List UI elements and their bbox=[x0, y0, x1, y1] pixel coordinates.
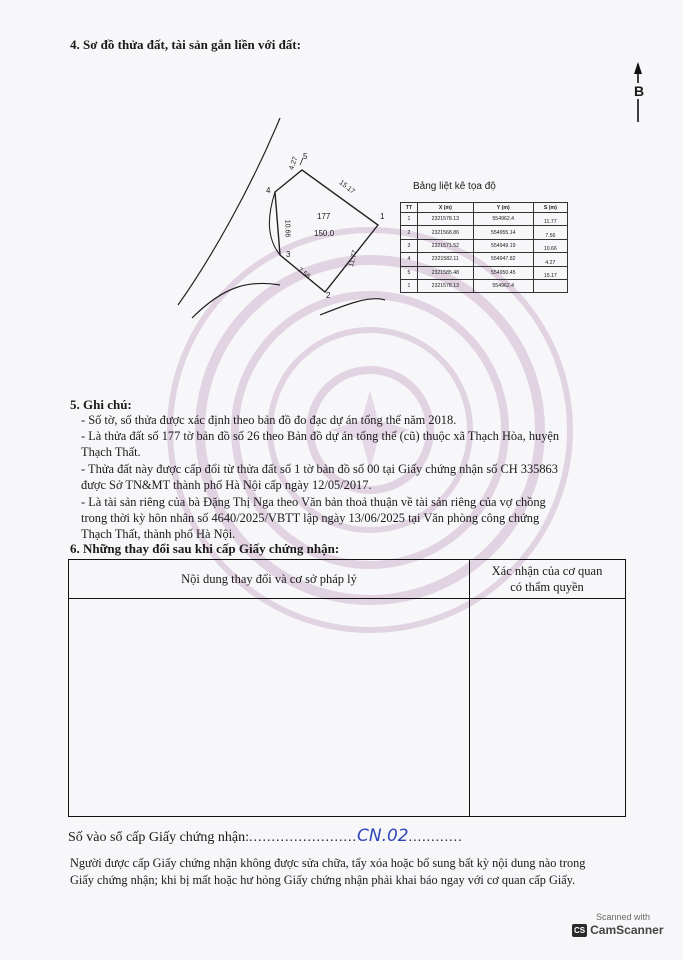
registry-line bbox=[68, 826, 463, 846]
note-line: được Sở TN&MT thành phố Hà Nội cấp ngày 12/05/2017. bbox=[81, 478, 372, 492]
distance-cell: 15.17 bbox=[533, 266, 567, 279]
coord-header: Y (m) bbox=[473, 203, 533, 213]
north-label: B bbox=[634, 83, 645, 99]
distance-cell: 7.56 bbox=[533, 226, 567, 239]
table-row bbox=[401, 239, 568, 252]
changes-col-header: Nội dung thay đổi và cơ sở pháp lý bbox=[181, 572, 357, 586]
edge-length: 15.17 bbox=[337, 179, 356, 196]
table-row bbox=[401, 213, 568, 226]
vertex-label: 1 bbox=[380, 212, 385, 221]
coord-table-title: Bảng liệt kê tọa độ bbox=[413, 181, 496, 192]
parcel-area: 150.0 bbox=[314, 229, 335, 238]
coord-header: TT bbox=[401, 203, 418, 213]
coord-cell: 2321571.52 bbox=[417, 239, 473, 252]
coord-cell: 4 bbox=[401, 253, 418, 266]
edge-length: 4.27 bbox=[288, 155, 300, 172]
edge-length: 7.56 bbox=[296, 266, 312, 281]
table-row bbox=[401, 253, 568, 266]
coord-cell: 3 bbox=[401, 239, 418, 252]
note-line: - Là thửa đất số 177 tờ bản đồ số 26 theo Bản đồ dự án tổng thể (cũ) thuộc xã Thạch Hòa, huyện bbox=[81, 429, 560, 443]
coord-cell: 554949.19 bbox=[473, 239, 533, 252]
section5-title: 5. Ghi chú: bbox=[70, 397, 132, 412]
coord-cell: 554947.82 bbox=[473, 253, 533, 266]
notes-block bbox=[81, 412, 641, 542]
camscanner-logo-icon: CS bbox=[574, 925, 586, 935]
coord-cell: 1 bbox=[401, 213, 418, 226]
registry-dots: ........................ bbox=[249, 830, 357, 845]
footer-note bbox=[70, 855, 650, 889]
table-row bbox=[401, 279, 568, 292]
distance-cell bbox=[533, 279, 567, 292]
approval-header-line: có thẩm quyền bbox=[510, 580, 584, 594]
coord-cell: 2321582.11 bbox=[417, 253, 473, 266]
coord-cell: 2321585.48 bbox=[417, 266, 473, 279]
coord-header: S (m) bbox=[533, 203, 567, 213]
approval-col-header bbox=[469, 563, 625, 595]
vertex-label: 3 bbox=[286, 250, 291, 259]
footer-line: Người được cấp Giấy chứng nhận không được sửa chữa, tẩy xóa hoặc bổ sung bất kỳ nội dung nào trong bbox=[70, 856, 586, 870]
camscanner-watermark bbox=[572, 912, 664, 944]
note-line: trong thời kỳ hôn nhân số 4640/2025/VBTT lập ngày 13/06/2025 tại Văn phòng công chứng bbox=[81, 511, 540, 525]
coord-table bbox=[400, 202, 568, 293]
distance-cell: 11.77 bbox=[533, 213, 567, 226]
footer-line: Giấy chứng nhận; khi bị mất hoặc hư hỏng Giấy chứng nhận phải khai báo ngay với cơ quan cấp Giấy. bbox=[70, 873, 576, 887]
registry-label: Số vào sổ cấp Giấy chứng nhận: bbox=[68, 830, 249, 845]
table-row bbox=[401, 226, 568, 239]
coord-cell: 2321578.13 bbox=[417, 213, 473, 226]
coord-cell: 2321568.86 bbox=[417, 226, 473, 239]
coord-header: X (m) bbox=[417, 203, 473, 213]
coord-cell: 554962.4 bbox=[473, 213, 533, 226]
vertex-label: 5 bbox=[303, 152, 308, 161]
edge-length: 11.77 bbox=[347, 249, 360, 268]
camscanner-brand: CamScanner bbox=[590, 923, 664, 937]
distance-cell: 4.27 bbox=[533, 253, 567, 266]
header-divider bbox=[69, 598, 625, 599]
coord-cell: 2 bbox=[401, 226, 418, 239]
note-line: - Là tài sản riêng của bà Đặng Thị Nga theo Văn bản thoả thuận về tài sản riêng của vợ chồng bbox=[81, 495, 546, 509]
approval-header-line: Xác nhận của cơ quan bbox=[491, 564, 603, 578]
camscanner-caption: Scanned with bbox=[595, 912, 651, 922]
coord-cell: 554962.4 bbox=[473, 279, 533, 292]
coord-cell: 2321578.13 bbox=[417, 279, 473, 292]
coord-cell: 1 bbox=[401, 279, 418, 292]
note-line: Thạch Thất. bbox=[81, 445, 141, 459]
note-line: - Thửa đất này được cấp đổi từ thửa đất số 1 tờ bản đồ số 00 tại Giấy chứng nhận số CH 335863 bbox=[81, 462, 558, 476]
registry-dots: ............ bbox=[408, 830, 463, 845]
vertex-label: 2 bbox=[326, 291, 331, 300]
coord-cell: 554955.14 bbox=[473, 226, 533, 239]
table-row bbox=[401, 266, 568, 279]
note-line: Thạch Thất, thành phố Hà Nội. bbox=[81, 527, 236, 541]
vertex-label: 4 bbox=[266, 186, 271, 195]
registry-value: CN.02 bbox=[357, 826, 409, 846]
changes-table bbox=[68, 559, 626, 817]
coord-cell: 5 bbox=[401, 266, 418, 279]
section6-title: 6. Những thay đổi sau khi cấp Giấy chứng nhận: bbox=[70, 541, 340, 556]
coord-cell: 554950.45 bbox=[473, 266, 533, 279]
note-line: - Số tờ, số thửa được xác định theo bản đồ đo đạc dự án tổng thể năm 2018. bbox=[81, 413, 457, 427]
edge-length: 10.66 bbox=[283, 219, 291, 238]
distance-cell: 10.66 bbox=[533, 239, 567, 252]
parcel-number: 177 bbox=[317, 212, 331, 221]
section4-title: 4. Sơ đồ thửa đất, tài sản gắn liền với đất: bbox=[70, 37, 301, 52]
